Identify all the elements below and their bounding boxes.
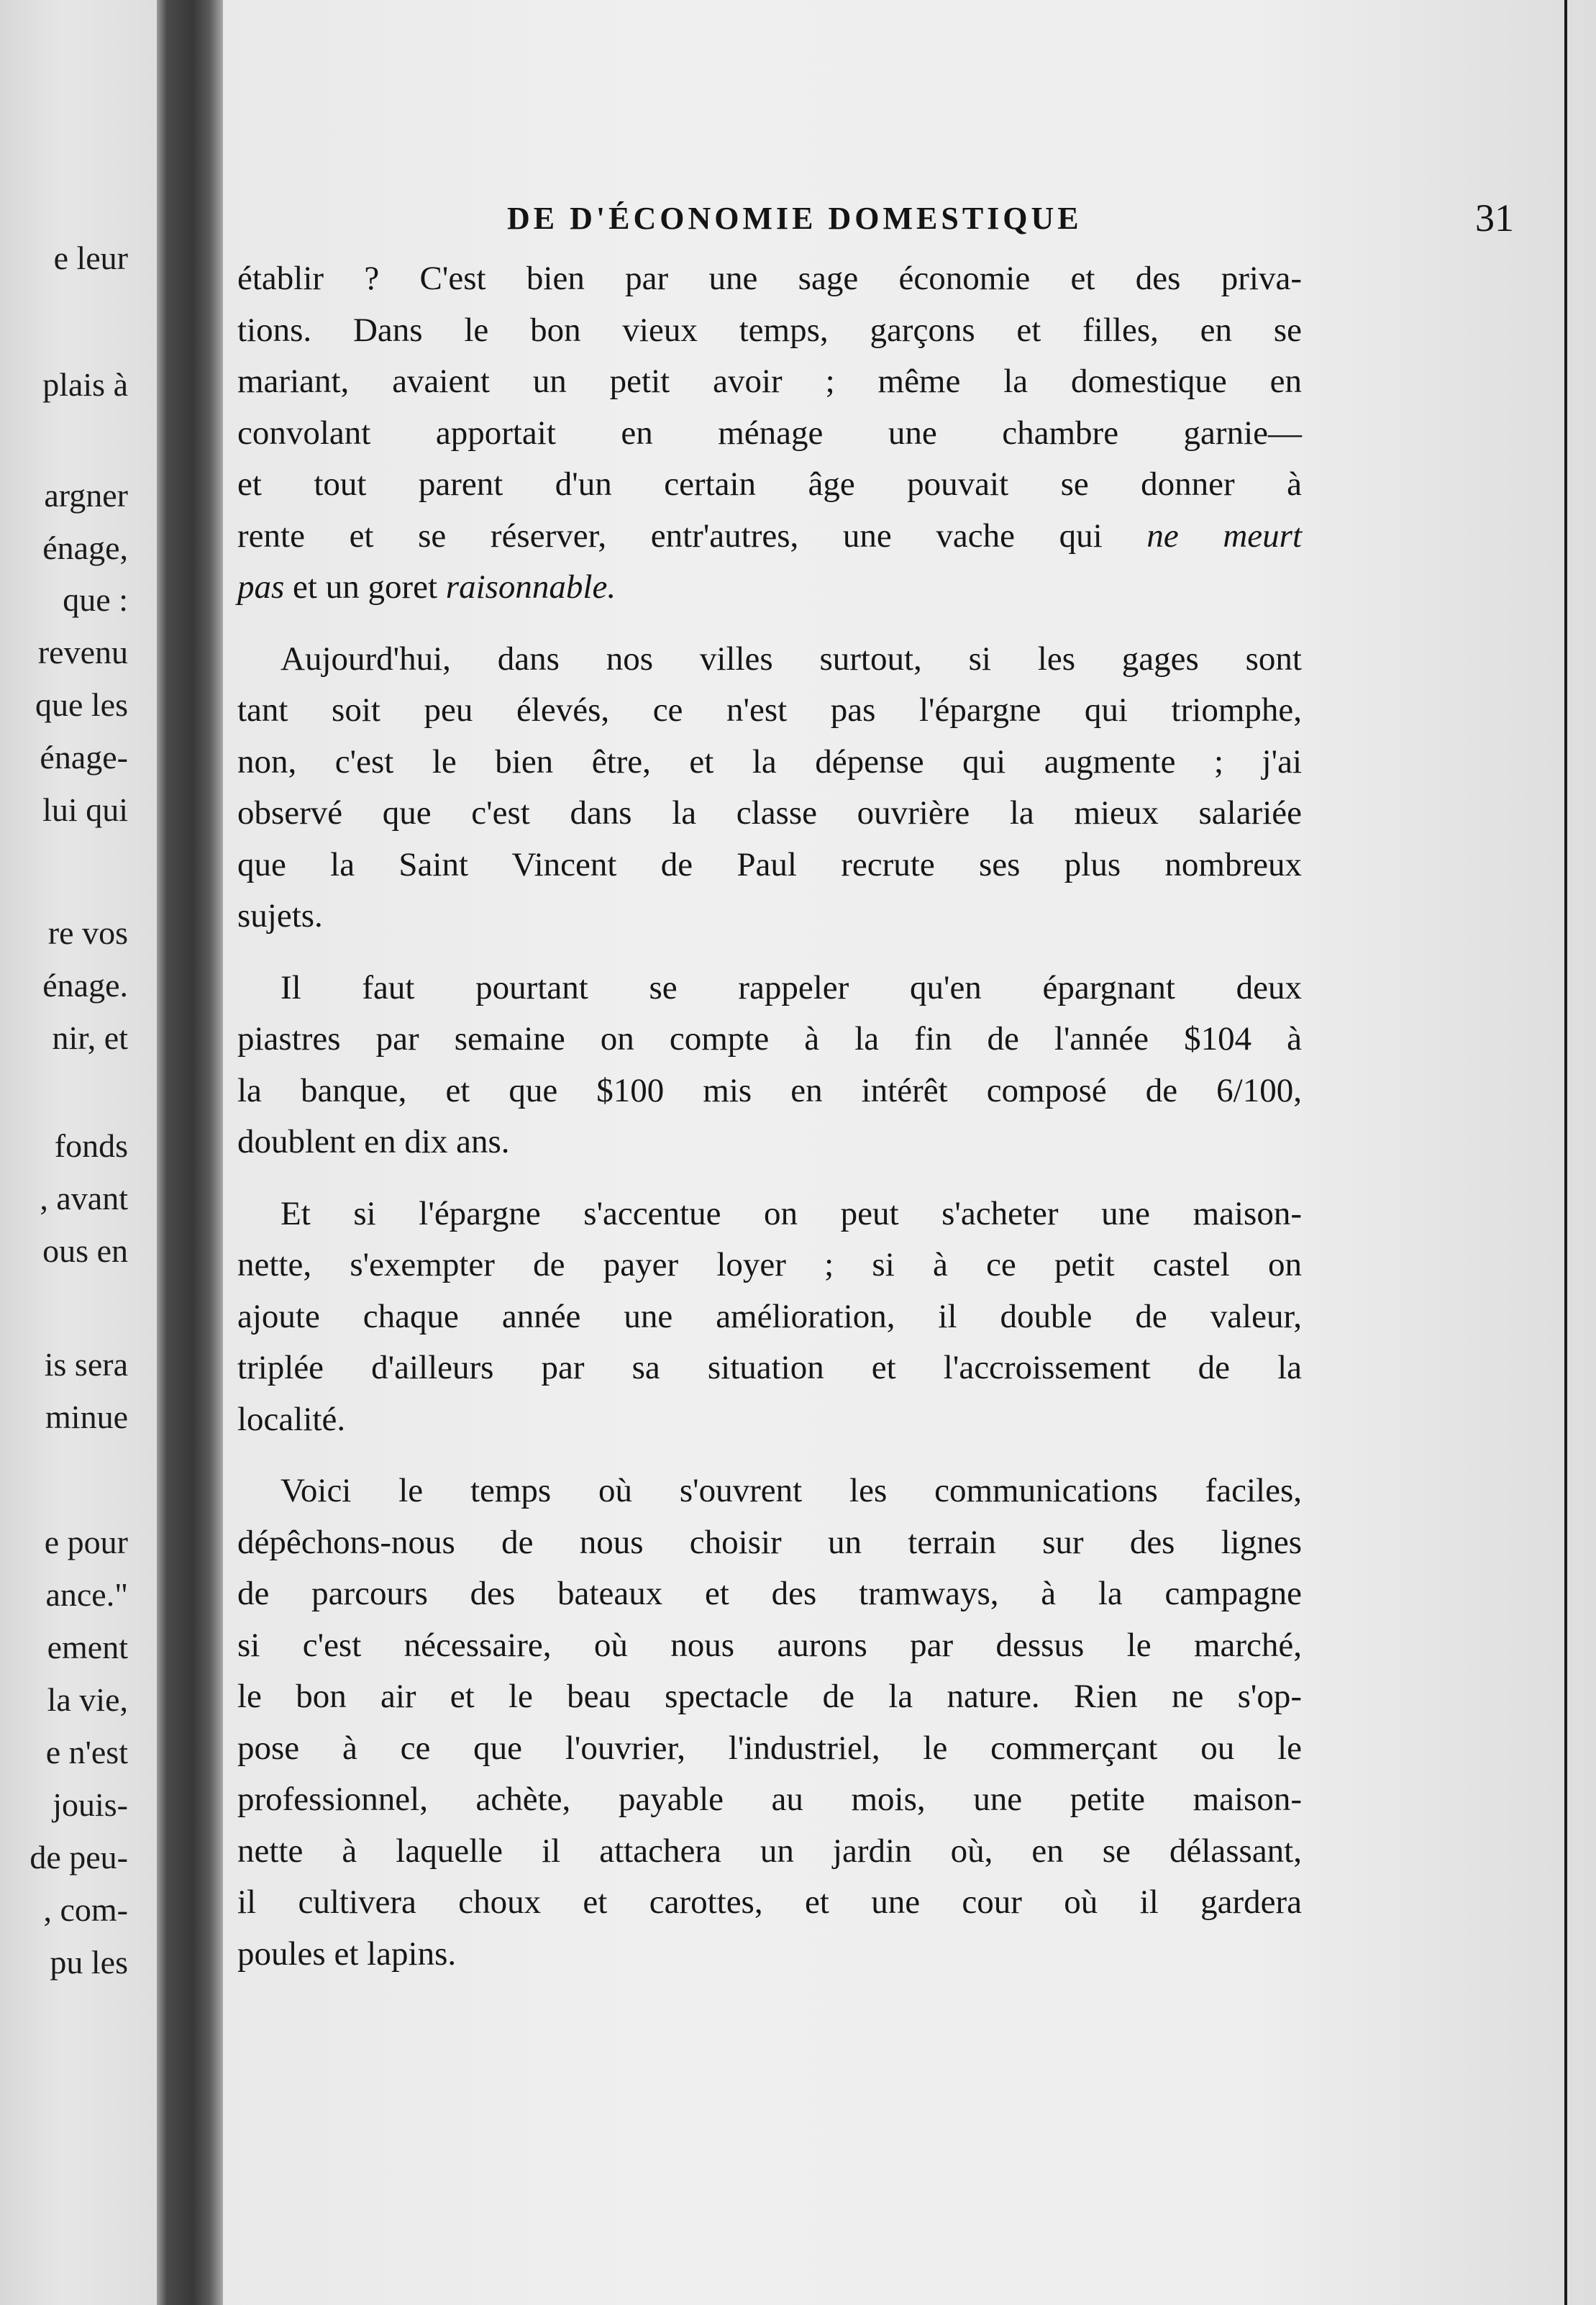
facing-page-line: pu les (50, 1944, 128, 1981)
facing-page-line: ous en (42, 1232, 128, 1269)
facing-page-line: ance." (45, 1576, 128, 1613)
text-line: et tout parent d'un certain âge pouvait se donner à (237, 465, 1302, 503)
facing-page-line: e pour (44, 1524, 128, 1560)
text-line: professionnel, achète, payable au mois, une petite maison- (237, 1781, 1302, 1818)
facing-page-line: ement (47, 1629, 128, 1665)
facing-page-line: lui qui (42, 791, 128, 828)
italic-phrase: raisonnable. (445, 568, 616, 606)
italic-phrase: pas (237, 568, 285, 606)
paragraph-1 (237, 253, 1302, 614)
text-line (237, 511, 1302, 563)
text-line: Il faut pourtant se rappeler qu'en épargnant deux (281, 968, 1302, 1006)
page-number: 31 (1475, 196, 1514, 240)
facing-page-fragment (0, 0, 157, 2305)
facing-page-line: jouis- (53, 1786, 128, 1823)
text-line: poules et lapins. (237, 1935, 457, 1973)
facing-page-line: de peu- (29, 1839, 128, 1876)
paragraph-3 (237, 963, 1302, 1168)
page-edge-shadow (1564, 0, 1567, 2305)
facing-page-line: argner (44, 477, 128, 514)
paragraph-2 (237, 634, 1302, 942)
text-line: localité. (237, 1400, 346, 1438)
text-line: Aujourd'hui, dans nos villes surtout, si les gages sont (281, 640, 1302, 678)
text-line (237, 562, 1302, 614)
facing-page-line: que : (63, 581, 128, 618)
facing-page-line: e leur (53, 240, 128, 276)
facing-page-line: énage. (42, 967, 128, 1004)
text-line: mariant, avaient un petit avoir ; même la domestique en (237, 363, 1302, 400)
text-line: nette à laquelle il attachera un jardin où, en se délassant, (237, 1832, 1302, 1870)
book-page (223, 0, 1596, 2305)
facing-page-line: , com- (43, 1891, 128, 1928)
facing-page-line: fonds (54, 1127, 128, 1164)
text-line: non, c'est le bien être, et la dépense qui augmente ; j'ai (237, 742, 1302, 781)
facing-page-line: is sera (44, 1346, 128, 1383)
book-gutter (157, 0, 223, 2305)
text-line: convolant apportait en ménage une chambre garnie— (237, 414, 1302, 452)
text-line: pose à ce que l'ouvrier, l'industriel, le commerçant ou le (237, 1729, 1302, 1767)
text-line: il cultivera choux et carottes, et une cour où il gardera (237, 1883, 1302, 1921)
text-line: Voici le temps où s'ouvrent les communications faciles, (281, 1472, 1302, 1509)
facing-page-line: re vos (47, 914, 128, 951)
facing-page-line: revenu (37, 634, 128, 670)
text-line: dépêchons-nous de nous choisir un terrain sur des lignes (237, 1523, 1302, 1561)
text-line: le bon air et le beau spectacle de la nature. Rien ne s'op- (237, 1678, 1302, 1715)
text-line: observé que c'est dans la classe ouvrière la mieux salariée (237, 794, 1302, 832)
facing-page-line: plais à (42, 366, 128, 403)
text-line: tant soit peu élevés, ce n'est pas l'épargne qui triomphe, (237, 691, 1302, 729)
page-header (507, 193, 1514, 250)
facing-page-line: , avant (40, 1180, 128, 1217)
text-line: si c'est nécessaire, où nous aurons par dessus le marché, (237, 1626, 1302, 1664)
italic-phrase: ne meurt (1146, 517, 1302, 555)
facing-page-line: minue (45, 1399, 128, 1435)
text-line: que la Saint Vincent de Paul recrute ses plus nombreux (237, 845, 1302, 883)
text-line: de parcours des bateaux et des tramways, à la campagne (237, 1575, 1302, 1612)
text-line: Et si l'épargne s'accentue on peut s'acheter une maison- (281, 1194, 1302, 1232)
facing-page-line: la vie, (47, 1681, 128, 1718)
facing-page-line: e n'est (45, 1734, 128, 1770)
facing-page-line: que les (35, 686, 128, 723)
text-fragment: rente et se réserver, entr'autres, une vache qui (237, 517, 1103, 555)
paragraph-5 (237, 1465, 1302, 1980)
text-fragment: et un goret (284, 568, 446, 606)
paragraph-4 (237, 1188, 1302, 1446)
running-title: DE D'ÉCONOMIE DOMESTIQUE (507, 201, 1082, 236)
text-line: piastres par semaine on compte à la fin de l'année $104 à (237, 1020, 1302, 1058)
facing-page-line: énage, (42, 529, 128, 566)
text-line: doublent en dix ans. (237, 1123, 510, 1160)
text-line: sujets. (237, 897, 323, 935)
text-line: tions. Dans le bon vieux temps, garçons et filles, en se (237, 311, 1302, 349)
text-line: la banque, et que $100 mis en intérêt composé de 6/100, (237, 1071, 1302, 1109)
text-line: triplée d'ailleurs par sa situation et l'accroissement de la (237, 1349, 1302, 1386)
facing-page-line: énage- (40, 739, 128, 776)
facing-page-line: nir, et (52, 1019, 128, 1056)
text-line: ajoute chaque année une amélioration, il double de valeur, (237, 1297, 1302, 1335)
text-line: nette, s'exempter de payer loyer ; si à ce petit castel on (237, 1246, 1302, 1283)
body-text (237, 253, 1302, 1980)
text-line: établir ? C'est bien par une sage économie et des priva- (237, 260, 1302, 297)
